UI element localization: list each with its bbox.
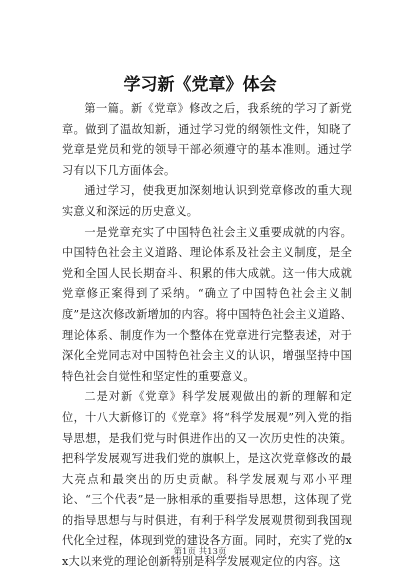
paragraph: 二是对新《党章》科学发展观做出的新的理解和定位，十八大新修订的《党章》将“科学发展观”列入党的指导思想，是我们党与时俱进作出的又一次历史性的决策。把科学发展观写进我们党的旗帜上，是这次党章修改的最大亮点和最突出的历史贡献。科学发展观与邓小平理论、“三个代表”是一脉相承的重要指导思想，这体现了党的指导思想与与时俱进，有利于科学发展观贯彻到我国现代化全过程，体现到党的建设各方面。同时，充实了党的xx大以来党的理论创新特别是科学发展观定位的内容。这 (62, 390, 352, 569)
paragraph: 一是党章充实了中国特色社会主义重要成就的内容。中国特色社会主义道路、理论体系及社会主义制度，是全党和全国人民长期奋斗、积累的伟大成就。这一伟大成就党章修正案得到了采纳。“确立了中国特色社会主义制度”是这次修改新增加的内容。将中国特色社会主义道路、理论体系、制度作为一个整体在党章进行完整表述，对于深化全党同志对中国特色社会主义的认识，增强坚持中国特色社会自觉性和坚定性的重要意义。 (62, 225, 352, 383)
document-body (62, 99, 352, 573)
paragraph: 第一篇。新《党章》修改之后，我系统的学习了新党章。做到了温故知新，通过学习党的纲领性文件，知晓了党章是党员和党的领导干部必须遵守的基本准则。通过学习有以下几方面体会。 (62, 102, 352, 177)
page-number-footer: 第1页 共13页 (173, 547, 227, 557)
paragraph: 通过学习，使我更加深刻地认识到党章修改的重大现实意义和深远的历史意义。 (62, 184, 352, 218)
document-title: 学习新《党章》体会 (123, 75, 277, 95)
